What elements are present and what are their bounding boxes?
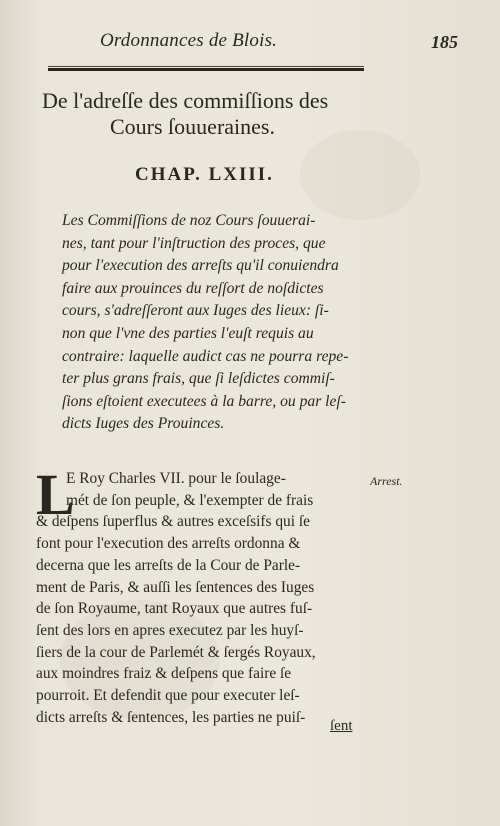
body-line: pourroit. Et defendit que pour executer leſ- [36, 687, 300, 705]
body-line: ment de Paris, & auſſi les ſentences des Iuges [36, 578, 315, 596]
marginal-note: Arrest. [370, 474, 403, 488]
chapter-summary [62, 210, 374, 436]
header-rule [48, 68, 364, 71]
summary-line: non que l'vne des parties l'euſt requis au [62, 324, 314, 342]
summary-line: pour l'execution des arreſts qu'il conuiendra [62, 257, 339, 275]
summary-line: ter plus grans frais, que ſi leſdictes commiſ- [62, 370, 335, 388]
summary-line: faire aux prouinces du reſſort de noſdictes [62, 279, 324, 297]
body-text [36, 462, 376, 728]
summary-line: ſions eſtoient executees à la barre, ou par leſ- [62, 392, 346, 410]
catchword: ſent [330, 718, 353, 734]
body-line: dicts arreſts & ſentences, les parties ne puiſ- [36, 708, 306, 726]
body-line: font pour l'execution des arreſts ordonna & [36, 535, 301, 553]
section-title [42, 88, 382, 140]
chapter-heading: CHAP. LXIII. [135, 164, 274, 185]
body-line: & deſpens ſuperflus & autres exceſsifs qui ſe [36, 513, 310, 531]
body-line: aux moindres fraiz & deſpens que faire ſe [36, 665, 292, 683]
summary-line: Les Commiſſions de noz Cours ſouuerai- [62, 212, 316, 229]
title-line: De l'adreſſe des commiſſions des [42, 88, 329, 113]
summary-line: nes, tant pour l'inſtruction des proces, que [62, 234, 326, 252]
page-number: 185 [431, 32, 458, 52]
summary-line: dicts Iuges des Prouinces. [62, 415, 225, 433]
title-line: Cours ſouueraines. [110, 114, 275, 139]
body-line: ſiers de la cour de Parlemét & ſergés Royaux, [36, 643, 316, 661]
paper-stain [300, 130, 420, 220]
body-line: ſent des lors en apres executez par les huyſ- [36, 621, 304, 639]
body-line: decerna que les arreſts de la Cour de Parle- [36, 556, 301, 574]
summary-line: cours, s'adreſſeront aux Iuges des lieux: ſi- [62, 302, 329, 320]
drop-cap: L [36, 462, 75, 527]
running-title: Ordonnances de Blois. [100, 30, 278, 51]
body-line: E Roy Charles VII. pour le ſoulage- [66, 470, 286, 487]
summary-line: contraire: laquelle audict cas ne pourra repe- [62, 347, 349, 365]
body-line: mét de ſon peuple, & l'exempter de frais [66, 491, 314, 509]
body-line: de ſon Royaume, tant Royaux que autres fuſ- [36, 600, 313, 618]
